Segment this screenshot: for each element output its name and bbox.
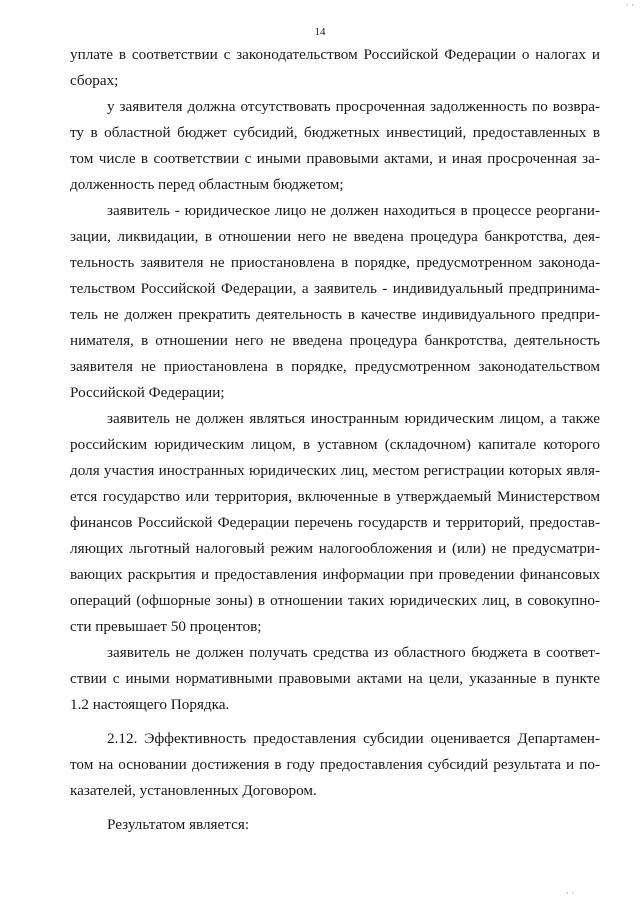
page-number: 14 xyxy=(314,26,326,38)
corner-mark: · · xyxy=(625,0,634,10)
paragraph-no-debt: у заявителя должна отсутствовать просроченная задолженность по возврату в областной бюджет субсидий, бюджетных инвестиций, предоставленных в том числе в соответствии с иными правовыми актами, и иная просроченная задолженность перед областным бюджетом; xyxy=(70,98,600,193)
paragraph-continuation: уплате в соответствии с законодательством Российской Федерации о налогах и сборах; xyxy=(70,46,600,89)
bottom-mark: · · xyxy=(566,888,575,898)
paragraph-no-foreign-entity: заявитель не должен являться иностранным юридическим лицом, а также российским юридическим лицом, в уставном (складочном) капитале которого доля участия иностранных юридических лиц, местом регистрации которых является государство или территория, включенные в утверждаемый Министерством финансов Российской Федерации перечень государств и территорий, предоставляющих льготный налоговый режим налогообложения и (или) не предусматривающих раскрытия и предоставления информации при проведении финансовых операций (офшорные зоны) в отношении таких юридических лиц, в совокупности превышает 50 процентов; xyxy=(70,410,600,635)
paragraph-no-other-funds: заявитель не должен получать средства из областного бюджета в соответствии с иными нормативными правовыми актами на цели, указанные в пункте 1.2 настоящего Порядка. xyxy=(70,644,600,713)
paragraph-no-reorganization: заявитель - юридическое лицо не должен находиться в процессе реорганизации, ликвидации, в отношении него не введена процедура банкротства, деятельность заявителя не приостановлена в порядке, предусмотренном законодательством Российской Федерации, а заявитель - индивидуальный предприниматель не должен прекратить деятельность в качестве индивидуального предпринимателя, в отношении него не введена процедура банкротства, деятельность заявителя не приостановлена в порядке, предусмотренном законодательством Российской Федерации; xyxy=(70,202,600,401)
paragraph-result: Результатом является: xyxy=(107,816,250,833)
document-body xyxy=(70,42,600,838)
paragraph-effectiveness: 2.12. Эффективность предоставления субсидии оценивается Департаментом на основании достижения в году предоставления субсидий результата и показателей, установленных Договором. xyxy=(70,730,600,799)
